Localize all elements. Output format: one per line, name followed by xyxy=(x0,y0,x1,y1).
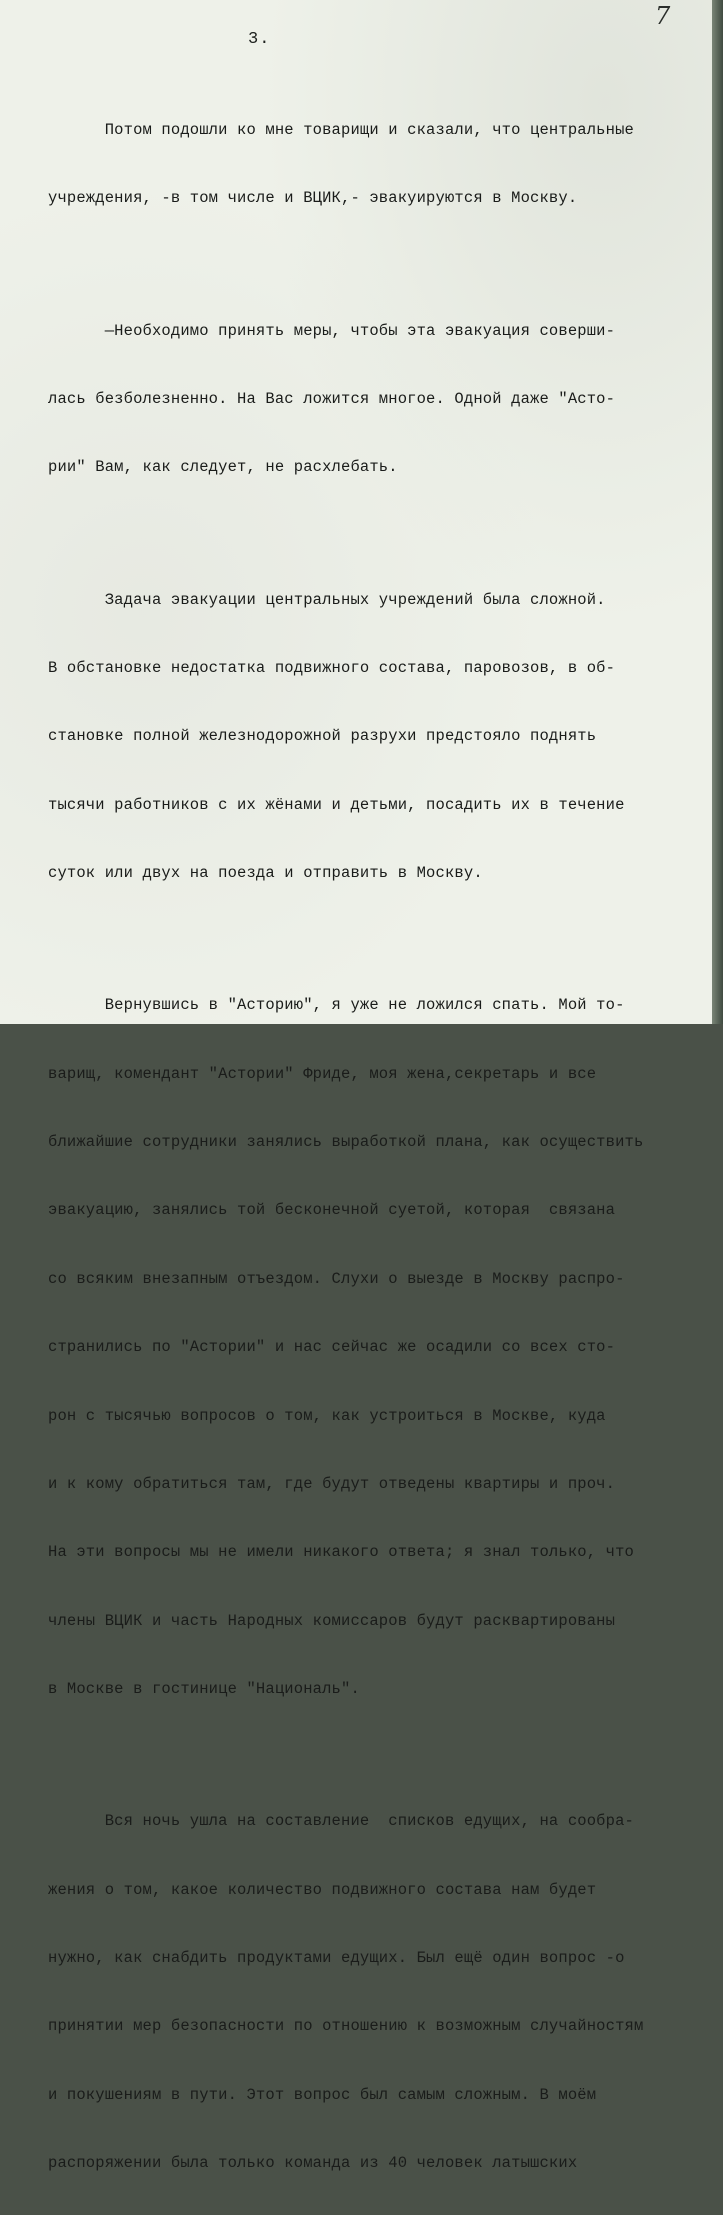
text-line: тысячи работников с их жёнами и детьми, посадить их в течение xyxy=(48,795,625,814)
text-line: жения о том, какое количество подвижного состава нам будет xyxy=(48,1880,597,1899)
text-line: лась безболезненно. На Вас ложится многое. Одной даже "Асто- xyxy=(48,390,616,409)
text-line: распоряжении была только команда из 40 человек латышских xyxy=(48,2153,578,2172)
text-line: члены ВЦИК и часть Народных комиссаров будут расквартированы xyxy=(48,1611,616,1630)
text-line: На эти вопросы мы не имели никакого ответа; я знал только, что xyxy=(48,1543,634,1562)
text-line: Задача эвакуации центральных учреждений была сложной. xyxy=(48,590,606,609)
text-line: рон с тысячью вопросов о том, как устроиться в Москве, куда xyxy=(48,1406,606,1425)
text-line: суток или двух на поезда и отправить в Москву. xyxy=(48,864,483,883)
page-number: 3. xyxy=(248,30,271,49)
text-line: ближайшие сотрудники занялись выработкой плана, как осуществить xyxy=(48,1133,644,1152)
text-line: В обстановке недостатка подвижного состава, паровозов, в об- xyxy=(48,659,616,678)
text-line: и к кому обратиться там, где будут отведены квартиры и проч. xyxy=(48,1474,616,1493)
text-line: Потом подошли ко мне товарищи и сказали, что центральные xyxy=(48,121,634,139)
scan-edge xyxy=(712,0,723,1024)
text-line: в Москве в гостинице "Националь". xyxy=(48,1679,360,1698)
text-line: учреждения, -в том числе и ВЦИК,- эвакуируются в Москву. xyxy=(48,189,578,208)
text-line: принятии мер безопасности по отношению к возможным случайностям xyxy=(48,2017,644,2036)
text-line: эвакуацию, занялись той бесконечной суетой, которая связана xyxy=(48,1201,616,1220)
text-line: нужно, как снабдить продуктами едущих. Был ещё один вопрос -о xyxy=(48,1948,625,1967)
text-line: со всяким внезапным отъездом. Слухи о выезде в Москву распро- xyxy=(48,1269,625,1288)
text-line: Вернувшись в "Асторию", я уже не ложился спать. Мой то- xyxy=(48,996,625,1015)
text-line: варищ, комендант "Астории" Фриде, моя жена,секретарь и все xyxy=(48,1064,597,1083)
text-line: Вся ночь ушла на составление списков едущих, на сообра- xyxy=(48,1812,634,1831)
text-line: рии" Вам, как следует, не расхлебать. xyxy=(48,458,398,477)
text-line: странились по "Астории" и нас сейчас же осадили со всех сто- xyxy=(48,1338,616,1357)
text-line: —Необходимо принять меры, чтобы эта эвакуация соверши- xyxy=(48,321,616,340)
handwritten-page-mark: 7 xyxy=(655,2,671,30)
text-line: становке полной железнодорожной разрухи предстояло поднять xyxy=(48,727,597,746)
text-line: и покушениям в пути. Этот вопрос был самым сложным. В моём xyxy=(48,2085,597,2104)
typed-text-body xyxy=(48,60,708,2215)
